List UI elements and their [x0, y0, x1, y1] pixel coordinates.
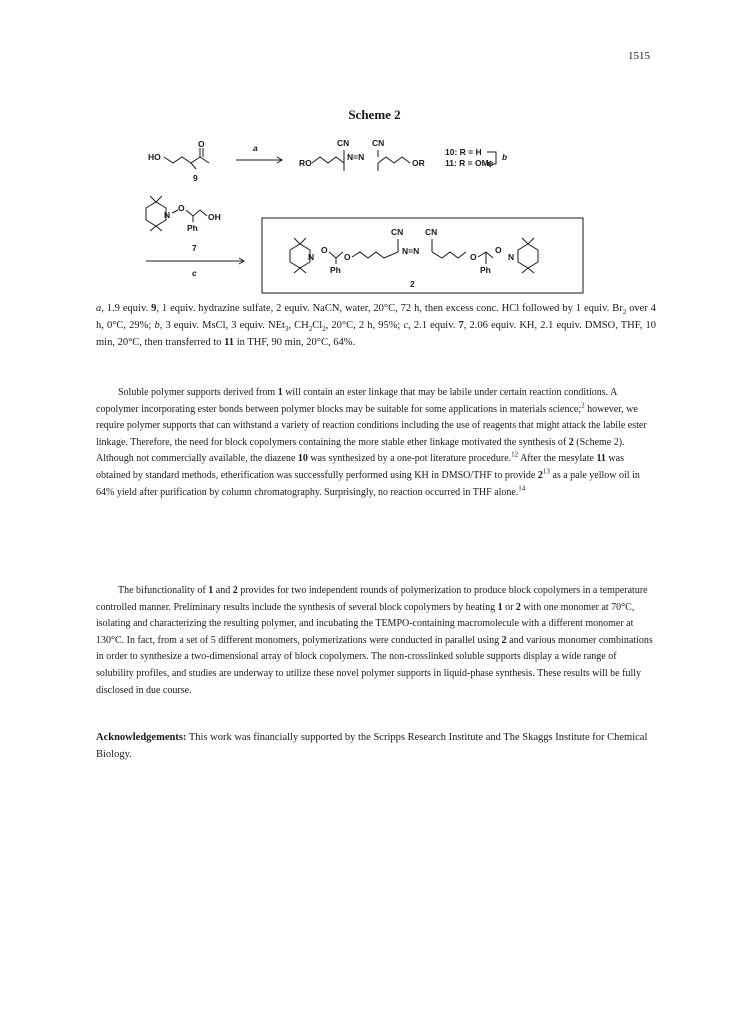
product-n-left: N	[308, 252, 315, 262]
diazene-ro-label: RO	[299, 158, 312, 168]
product-right-methyl-2	[528, 238, 534, 244]
product-cn-2: CN	[425, 227, 438, 237]
diazene-or-label: OR	[412, 158, 425, 168]
step-b-label: b	[502, 152, 508, 162]
product-nn: N=N	[402, 246, 420, 256]
ketone-end-bond	[200, 157, 209, 163]
reagent-number: 7	[192, 243, 197, 253]
diazene-10-11-structure	[299, 138, 425, 171]
diazene-nn-label: N=N	[347, 152, 365, 162]
product-n-right: N	[508, 252, 515, 262]
product-left-methyl-3	[294, 268, 300, 273]
ketone-number: 9	[193, 173, 198, 183]
product-o-4: O	[495, 245, 502, 255]
product-right-methyl-1	[522, 238, 528, 244]
scheme-diagram	[0, 0, 749, 300]
reagent-7-structure	[146, 196, 221, 253]
acknowledgements-text: This work was financially supported by the Scripps Research Institute and The Skaggs Institute for Chemical Biology.	[96, 732, 648, 760]
scheme-title: Scheme 2	[348, 107, 401, 122]
step-c-label: c	[192, 268, 197, 278]
product-left-methyl-2	[300, 238, 306, 244]
page-number: 1515	[628, 50, 650, 62]
reagent-oh-label: OH	[208, 212, 221, 222]
product-right-chain	[432, 252, 466, 258]
reagent-o-label: O	[178, 203, 185, 213]
scheme-footnote: a, 1.9 equiv. 9, 1 equiv. hydrazine sulfate, 2 equiv. NaCN, water, 20°C, 72 h, then excess conc. HCl followed by 1 equiv. $Br_2$ over 4 h, 0°C, 29%; b, 3 equiv. MsCl, 3 equiv. NEt$_3$, $CH_2Cl_2$, 20°C, 2 h, 95%; c, 2.1 equiv. 7, 2.06 equiv. KH, 2.1 equiv. DMSO, THF, 10 min, 20°C, then transferred to 11 in THF, 90 min, 20°C, 64%.	[96, 303, 656, 348]
product-right-methyl-4	[528, 268, 534, 273]
product-o-1: O	[321, 245, 328, 255]
product-left-chain	[352, 252, 384, 258]
reagent-methyl-4	[156, 226, 162, 231]
fn-b: b	[154, 320, 160, 331]
reagent-methyl-1	[150, 196, 156, 202]
product-right-methyl-3	[522, 268, 528, 273]
product-number: 2	[410, 279, 415, 289]
reagent-n-label: N	[164, 210, 171, 220]
reagent-methyl-2	[156, 196, 162, 202]
reagent-chain	[186, 210, 207, 216]
acknowledgements	[96, 729, 656, 763]
r-label-10: 10: R = H	[445, 147, 482, 157]
reagent-methyl-3	[150, 226, 156, 231]
product-o-2: O	[344, 252, 351, 262]
diazene-right-chain	[378, 157, 410, 163]
product-o-3: O	[470, 252, 477, 262]
diazene-left-chain	[312, 157, 344, 163]
ketone-methyl-bond	[191, 163, 196, 169]
product-2-structure	[290, 227, 538, 289]
product-left-methyl-4	[300, 268, 306, 273]
body-paragraph-1: Soluble polymer supports derived from 1 will contain an ester linkage that may be labile under certain reaction conditions. A copolymer incorporating ester bonds between polymer blocks may be suitable for some applications in materials science;$^2$ however, we require polymer supports that can withstand a variety of reaction conditions including the use of reagents that might attack the labile ester linkage. Therefore, the need for block copolymers containing the more stable ether linkage motivated the synthesis of 2 (Scheme 2). Although not commercially available, the diazene 10 was synthesized by a one-pot literature procedure.$^{12}$ After the mesylate 11 was obtained by standard methods, etherification was successfully performed using KH in DMSO/THF to provide $2^{13}$ as a pale yellow oil in 64% yield after purification by column chromatography. Surprisingly, no reaction occurred in THF alone.$^{14}$	[96, 387, 647, 498]
product-mid-left	[384, 252, 398, 258]
ketone-o-label: O	[198, 139, 205, 149]
product-cn-1: CN	[391, 227, 404, 237]
product-left-methyl-1	[294, 238, 300, 244]
product-ph-left: Ph	[330, 265, 341, 275]
body-paragraph-2: The bifunctionality of 1 and 2 provides for two independent rounds of polymerization to produce block copolymers in a temperature controlled manner. Preliminary results include the synthesis of several block copolymers by heating 1 or 2 with one monomer at 70°C, isolating and characterizing the resulting polymer, and incubating the TEMPO-containing macromolecule with a different monomer at 130°C. In fact, from a set of 5 different monomers, polymerizations were conducted in parallel using 2 and various monomer combinations in order to synthesize a two-dimensional array of block copolymers. The non-crosslinked soluble supports display a wide range of solubility profiles, and studies are underway to utilize these novel polymer supports in liquid-phase synthesis. These results will be fully disclosed in due course.	[96, 585, 653, 696]
step-a-label: a	[253, 143, 258, 153]
product-left-link	[329, 252, 343, 258]
product-right-ring	[518, 244, 538, 268]
fn-c: c	[403, 320, 409, 331]
ketone-ho-label: HO	[148, 152, 161, 162]
reagent-ring	[146, 202, 166, 226]
r-group-legend	[445, 147, 507, 168]
fn-a: a	[96, 303, 102, 314]
ketone-chain-bonds	[164, 157, 200, 163]
reagent-ph-label: Ph	[187, 223, 198, 233]
product-left-ring	[290, 244, 310, 268]
ketone-9-structure	[148, 139, 209, 183]
product-ph-right: Ph	[480, 265, 491, 275]
arrow-a	[236, 143, 282, 163]
diazene-cn-1: CN	[337, 138, 350, 148]
acknowledgements-heading: Acknowledgements:	[96, 732, 187, 743]
diazene-cn-2: CN	[372, 138, 385, 148]
arrow-c	[146, 258, 244, 278]
r-label-11: 11: R = OMs	[445, 158, 494, 168]
